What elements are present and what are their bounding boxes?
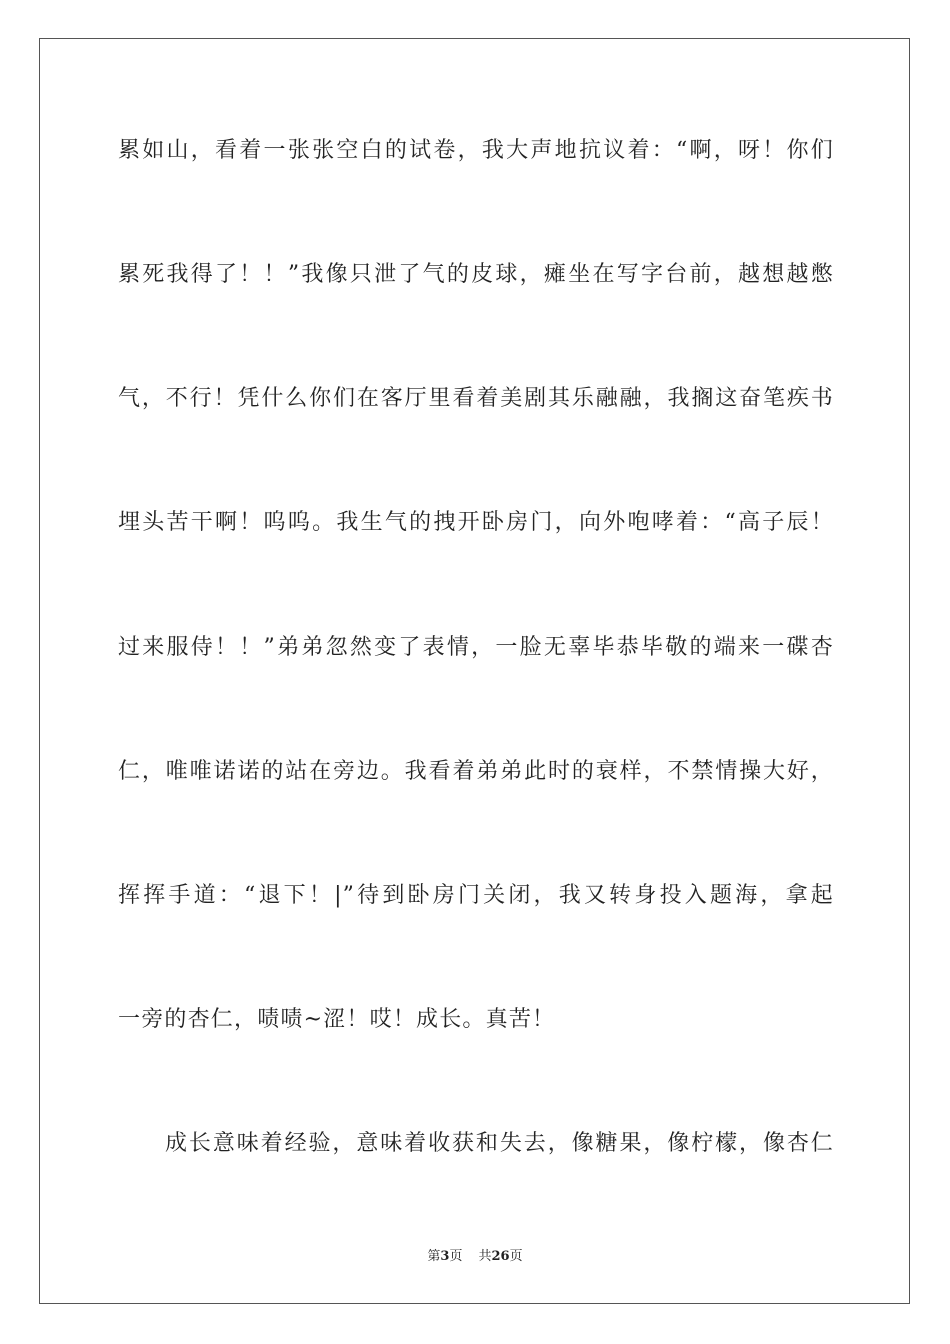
body-text-line-paragraph-start: 成长意味着经验，意味着收获和失去，像糖果，像柠檬，像杏仁 [165, 1131, 834, 1156]
body-text-line: 过来服侍！！”弟弟忽然变了表情，一脸无辜毕恭毕敬的端来一碟杏 [118, 635, 834, 660]
body-text-line: 累死我得了！！”我像只泄了气的皮球，瘫坐在写字台前，越想越憋 [118, 262, 834, 287]
page-label-suffix: 页 [449, 1249, 463, 1264]
body-text-line: 挥挥手道：“退下！|”待到卧房门关闭，我又转身投入题海，拿起 [118, 883, 834, 908]
body-text-line: 埋头苦干啊！呜呜。我生气的拽开卧房门，向外咆哮着：“高子辰！ [118, 510, 834, 535]
body-text-line: 累如山，看着一张张空白的试卷，我大声地抗议着：“啊，呀！你们 [118, 138, 834, 163]
page-number: 3 [440, 1249, 450, 1264]
page-frame [39, 38, 910, 1304]
total-label-suffix: 页 [509, 1249, 523, 1264]
body-text-line: 气，不行！凭什么你们在客厅里看着美剧其乐融融，我搁这奋笔疾书 [118, 386, 834, 411]
page-label-prefix: 第 [427, 1249, 441, 1264]
body-text-line: 仁，唯唯诺诺的站在旁边。我看着弟弟此时的衰样，不禁情操大好， [118, 759, 834, 784]
total-pages: 26 [491, 1249, 510, 1264]
page-footer [0, 1248, 950, 1266]
body-text-line-paragraph-end: 一旁的杏仁，啧啧~涩！哎！成长。真苦！ [118, 1007, 556, 1032]
total-label-prefix: 共 [478, 1249, 492, 1264]
